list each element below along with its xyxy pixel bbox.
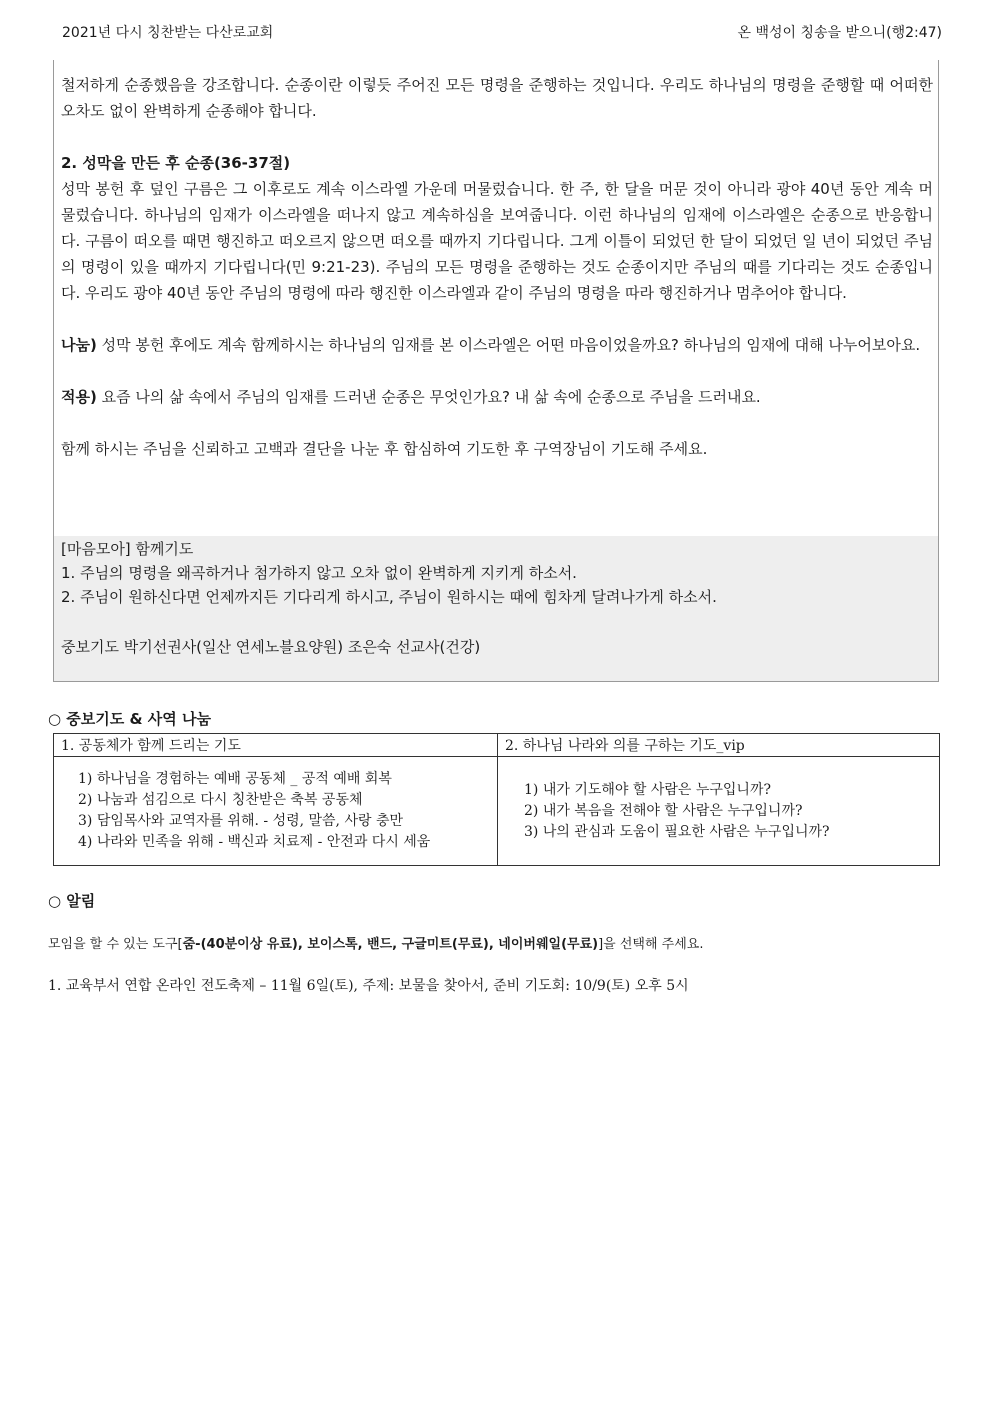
prayer-table-header: 2. 하나님 나라와 의를 구하는 기도_vip [498, 734, 940, 757]
prayer-item: 2. 주님이 원하신다면 언제까지든 기다리게 하시고, 주님이 원하시는 때에 힘차게 달려나가게 하소서. [61, 588, 717, 606]
sermon-box [53, 60, 939, 682]
prayer-box-title: [마음모아] 함께기도 [61, 540, 194, 558]
share-question [61, 332, 933, 358]
apply-label: 적용) [61, 388, 97, 406]
list-item: 1) 하나님을 경험하는 예배 공동체 _ 공적 예배 회복 [78, 771, 392, 787]
notice-intro-suffix: ]을 선택해 주세요. [598, 937, 704, 952]
notice-item: 1. 교육부서 연합 온라인 전도축제 – 11월 6일(토), 주제: 보물을 찾아서, 준비 기도회: 10/9(토) 오후 5시 [48, 978, 689, 994]
prayer-table [53, 733, 940, 866]
list-item: 3) 나의 관심과 도움이 필요한 사람은 누구입니까? [524, 823, 830, 840]
list-item: 1) 내가 기도해야 할 사람은 누구입니까? [524, 781, 771, 798]
notice-intro-tools: 줌-(40분이상 유료), 보이스톡, 밴드, 구글미트(무료), 네이버웨일(무료) [182, 937, 599, 952]
list-item: 2) 나눔과 섬김으로 다시 칭찬받은 축복 공동체 [78, 792, 363, 808]
point2-body: 성막 봉헌 후 덮인 구름은 그 이후로도 계속 이스라엘 가운데 머물렀습니다. 한 주, 한 달을 머문 것이 아니라 광야 40년 동안 계속 머물렀습니다. 하나님의 임재가 이스라엘을 떠나지 않고 계속하심을 보여줍니다. 이런 하나님의 임재에 이스라엘은 순종으로 반응합니다. 구름이 떠오를 때면 행진하고 떠오르지 않으면 떠오를 때까지 기다립니다. 그게 이틀이 되었던 한 달이 되었던 일 년이 되었던 주님의 명령이 있을 때까지 기다립니다(민 9:21-23). 주님의 모든 명령을 준행하는 것도 순종이지만 주님의 때를 기다리는 것도 순종입니다. 우리도 광야 40년 동안 주님의 명령에 따라 행진한 이스라엘과 같이 주님의 명령을 따라 행진하거나 멈추어야 합니다. [61, 180, 933, 302]
share-label: 나눔) [61, 336, 97, 354]
prayer-table-cell-community [54, 757, 498, 866]
share-text: 성막 봉헌 후에도 계속 함께하시는 하나님의 임재를 본 이스라엘은 어떤 마음이었을까요? 하나님의 임재에 대해 나누어보아요. [96, 336, 921, 354]
prayer-table-header: 1. 공동체가 함께 드리는 기도 [54, 734, 498, 757]
prayer-item: 1. 주님의 명령을 왜곡하거나 첨가하지 않고 오차 없이 완벽하게 지키게 하소서. [61, 564, 577, 582]
prayer-table-cell-vip [498, 757, 940, 866]
intercession-line: 중보기도 박기선권사(일산 연세노블요양원) 조은숙 선교사(건강) [61, 638, 481, 656]
list-item: 3) 담임목사와 교역자를 위해. - 성령, 말씀, 사랑 충만 [78, 813, 404, 829]
section-title-intercession: ○ 중보기도 & 사역 나눔 [48, 710, 211, 728]
prayer-box [61, 537, 717, 659]
sermon-text [61, 72, 933, 462]
closing-instruction: 함께 하시는 주님을 신뢰하고 고백과 결단을 나눈 후 합심하여 기도한 후 구역장님이 기도해 주세요. [61, 440, 708, 458]
sermon-intro-paragraph: 철저하게 순종했음을 강조합니다. 순종이란 이렇듯 주어진 모든 명령을 준행하는 것입니다. 우리도 하나님의 명령을 준행할 때 어떠한 오차도 없이 완벽하게 순종해야 합니다. [61, 76, 933, 120]
apply-question [61, 384, 933, 410]
header-church-title: 2021년 다시 칭찬받는 다산로교회 [62, 25, 274, 41]
list-item: 4) 나라와 민족을 위해 - 백신과 치료제 - 안전과 다시 세움 [78, 834, 431, 850]
section-title-notice: ○ 알림 [48, 892, 96, 910]
notice-intro [48, 933, 703, 952]
apply-text: 요즘 나의 삶 속에서 주님의 임재를 드러낸 순종은 무엇인가요? 내 삶 속에 순종으로 주님을 드러내요. [96, 388, 761, 406]
notice-intro-prefix: 모임을 할 수 있는 도구[ [48, 937, 183, 952]
point2-title: 2. 성막을 만든 후 순종(36-37절) [61, 154, 291, 172]
list-item: 2) 내가 복음을 전해야 할 사람은 누구입니까? [524, 802, 803, 819]
header-verse: 온 백성이 칭송을 받으니(행2:47) [737, 25, 942, 41]
